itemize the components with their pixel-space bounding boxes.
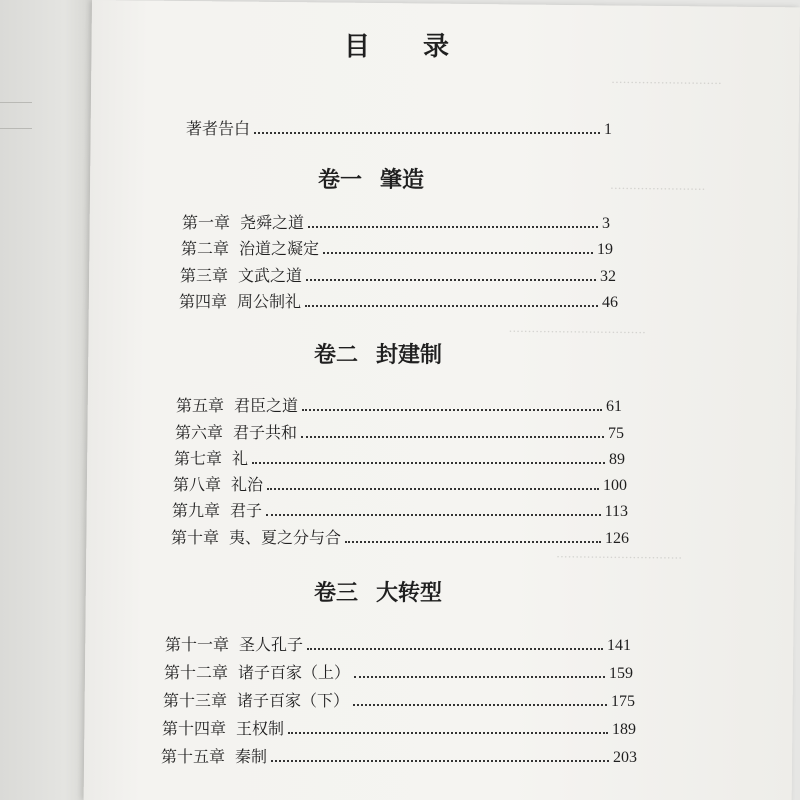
chapter-name: 周公制礼 bbox=[237, 292, 302, 311]
page-number: 175 bbox=[611, 693, 635, 710]
page-number: 189 bbox=[612, 721, 636, 738]
chapter-number: 第五章 bbox=[176, 396, 225, 415]
chapter-name: 治道之凝定 bbox=[239, 239, 320, 258]
volume-name: 大转型 bbox=[376, 580, 443, 606]
leader-dots bbox=[301, 436, 604, 438]
page-number: 46 bbox=[602, 294, 618, 311]
volume-heading bbox=[314, 576, 442, 607]
toc-entry[interactable] bbox=[179, 289, 618, 312]
chapter-name: 文武之道 bbox=[238, 266, 303, 285]
toc-entry[interactable] bbox=[181, 236, 613, 259]
chapter-number: 第十章 bbox=[171, 528, 220, 547]
page-number: 75 bbox=[608, 425, 624, 442]
volume-number: 卷一 bbox=[318, 167, 363, 193]
volume-heading bbox=[318, 163, 424, 194]
leader-dots bbox=[305, 305, 598, 307]
toc-entry[interactable] bbox=[162, 716, 636, 739]
chapter-name: 尧舜之道 bbox=[240, 213, 305, 232]
leader-dots bbox=[354, 676, 605, 678]
toc-entry[interactable] bbox=[171, 525, 629, 548]
toc-entry[interactable] bbox=[161, 744, 637, 767]
page-number: 100 bbox=[603, 477, 627, 494]
chapter-name: 诸子百家（上） bbox=[238, 663, 351, 682]
chapter-number: 第九章 bbox=[172, 501, 221, 520]
leader-dots bbox=[323, 252, 593, 254]
chapter-name: 君子共和 bbox=[233, 423, 298, 442]
preface-label: 著者告白 bbox=[186, 119, 251, 138]
toc-entry[interactable] bbox=[172, 498, 628, 521]
chapter-number: 第三章 bbox=[180, 266, 229, 285]
leader-dots bbox=[308, 226, 598, 228]
page-number: 61 bbox=[606, 398, 622, 415]
leader-dots bbox=[267, 488, 599, 490]
toc-entry[interactable] bbox=[165, 632, 631, 655]
volume-name: 封建制 bbox=[376, 342, 443, 368]
leader-dots bbox=[288, 732, 608, 734]
toc-entry[interactable] bbox=[175, 420, 624, 443]
page-number: 141 bbox=[607, 637, 631, 654]
volume-name: 肇造 bbox=[380, 167, 425, 193]
volume-number: 卷三 bbox=[314, 580, 359, 606]
page-number: 89 bbox=[609, 451, 625, 468]
book-edge bbox=[0, 0, 92, 800]
chapter-name: 夷、夏之分与合 bbox=[229, 528, 342, 547]
volume-heading bbox=[314, 338, 442, 369]
toc-entry[interactable] bbox=[182, 210, 610, 233]
toc-entry[interactable] bbox=[163, 688, 635, 711]
leader-dots bbox=[345, 541, 601, 543]
chapter-name: 礼 bbox=[232, 449, 249, 468]
leader-dots bbox=[271, 760, 609, 762]
bleed-through-text: ····························· bbox=[611, 75, 722, 91]
chapter-number: 第十三章 bbox=[163, 691, 228, 710]
volume-number: 卷二 bbox=[314, 342, 359, 368]
chapter-number: 第十二章 bbox=[164, 663, 229, 682]
page-number: 3 bbox=[602, 215, 610, 232]
toc-entry[interactable] bbox=[180, 263, 616, 286]
edge-crease bbox=[0, 128, 32, 129]
toc-entry[interactable] bbox=[173, 472, 627, 495]
leader-dots bbox=[252, 462, 605, 464]
bleed-through-text: ···································· bbox=[508, 324, 646, 340]
chapter-name: 诸子百家（下） bbox=[237, 691, 350, 710]
page-number: 159 bbox=[609, 665, 633, 682]
toc-title: 目 录 bbox=[344, 32, 472, 62]
page-number: 1 bbox=[604, 121, 612, 138]
leader-dots bbox=[254, 132, 600, 134]
leader-dots bbox=[307, 648, 603, 650]
chapter-name: 秦制 bbox=[235, 747, 268, 766]
leader-dots bbox=[353, 704, 607, 706]
page-number: 126 bbox=[605, 530, 629, 547]
chapter-number: 第一章 bbox=[182, 213, 231, 232]
chapter-number: 第十五章 bbox=[161, 747, 226, 766]
edge-crease bbox=[0, 102, 32, 103]
chapter-number: 第十一章 bbox=[165, 635, 230, 654]
page-number: 113 bbox=[604, 503, 628, 520]
chapter-number: 第四章 bbox=[179, 292, 228, 311]
chapter-name: 礼治 bbox=[231, 475, 264, 494]
toc-entry[interactable] bbox=[176, 393, 622, 416]
page-number: 32 bbox=[600, 268, 616, 285]
chapter-number: 第七章 bbox=[174, 449, 223, 468]
chapter-name: 君臣之道 bbox=[234, 396, 299, 415]
toc-entry[interactable] bbox=[164, 660, 633, 683]
chapter-number: 第六章 bbox=[175, 423, 224, 442]
page-number: 203 bbox=[613, 749, 637, 766]
chapter-name: 君子 bbox=[230, 501, 263, 520]
chapter-number: 第二章 bbox=[181, 239, 230, 258]
bleed-through-text: ························· bbox=[609, 181, 706, 197]
leader-dots bbox=[306, 279, 596, 281]
chapter-name: 圣人孔子 bbox=[239, 635, 304, 654]
chapter-number: 第八章 bbox=[173, 475, 222, 494]
leader-dots bbox=[266, 514, 601, 516]
toc-entry[interactable] bbox=[174, 446, 625, 469]
chapter-name: 王权制 bbox=[236, 719, 285, 738]
bleed-through-text: ································· bbox=[556, 549, 683, 566]
toc-entry-preface[interactable] bbox=[186, 116, 612, 139]
leader-dots bbox=[302, 409, 602, 411]
page-number: 19 bbox=[597, 241, 613, 258]
chapter-number: 第十四章 bbox=[162, 719, 227, 738]
